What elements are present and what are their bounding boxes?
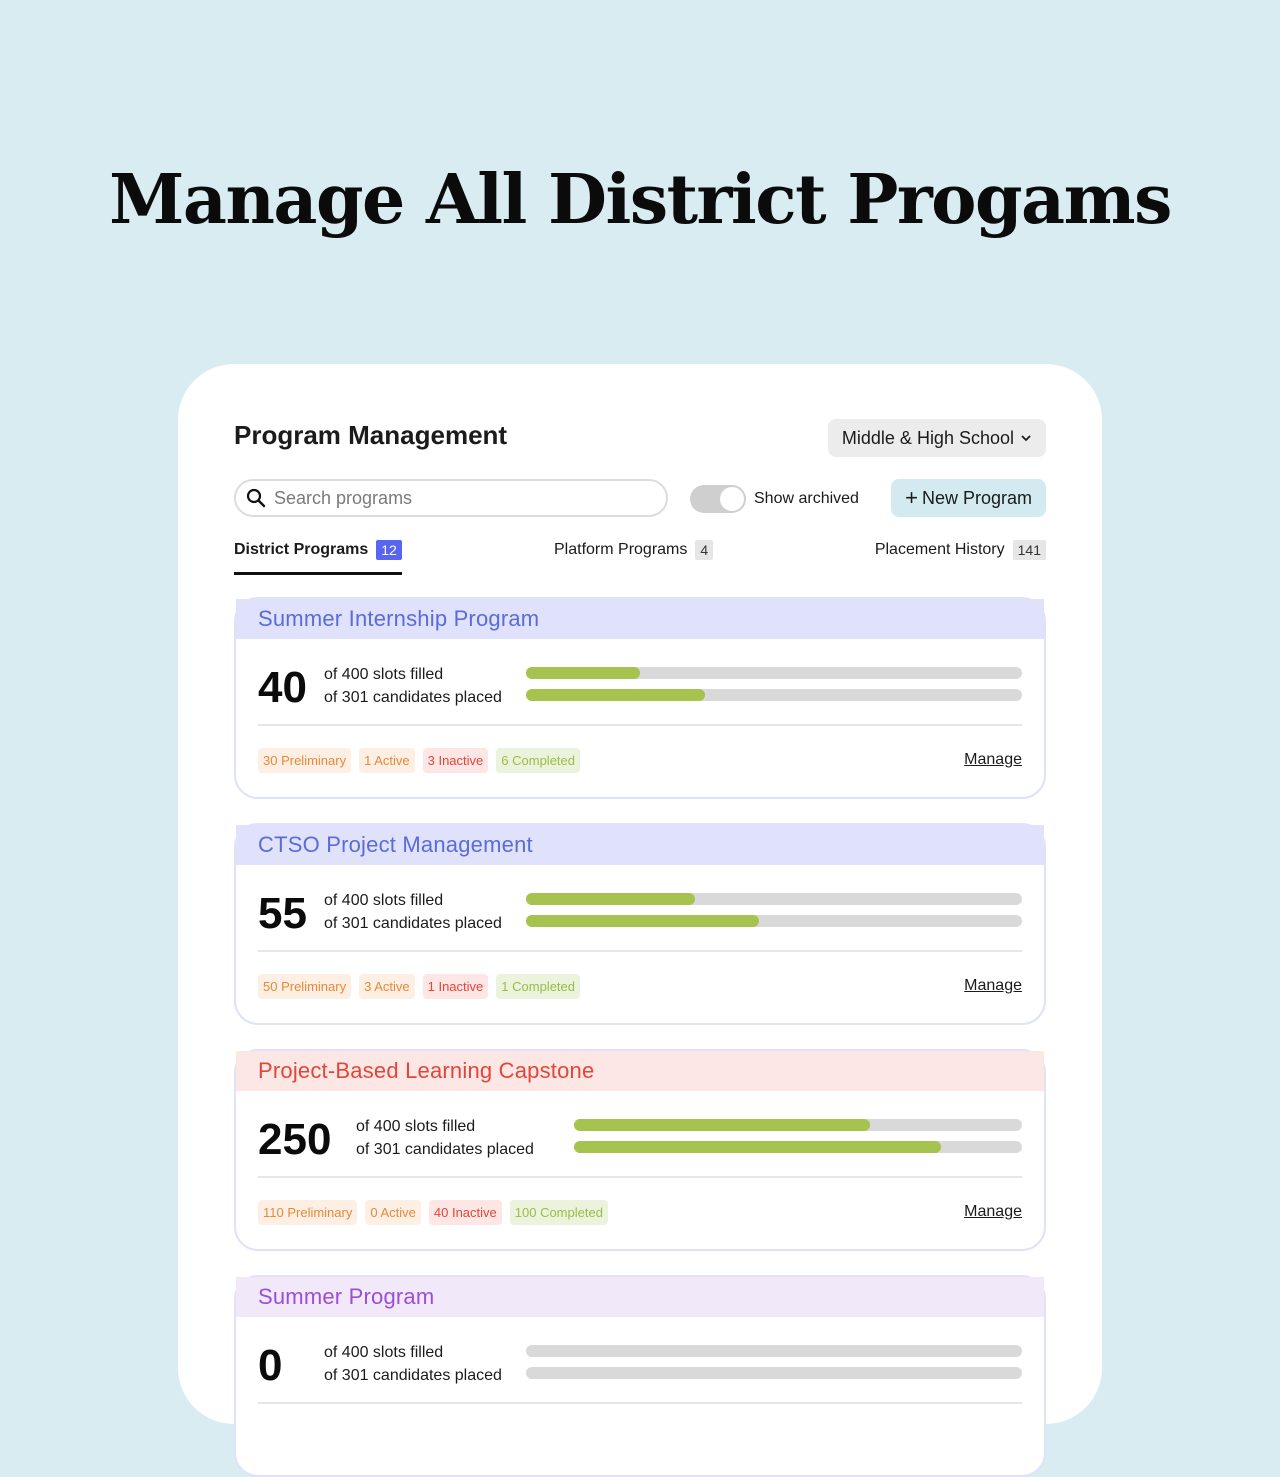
candidates-placed-text: of 301 candidates placed xyxy=(356,1141,534,1158)
program-stats xyxy=(324,663,502,709)
school-level-value: Middle & High School xyxy=(841,427,1014,448)
progress-fill xyxy=(526,667,640,679)
placed-progress-bar xyxy=(526,1367,1022,1379)
inactive-badge: 40 Inactive xyxy=(429,1200,502,1225)
program-title[interactable]: Summer Program xyxy=(236,1277,1044,1317)
placed-count: 250 xyxy=(258,1115,332,1164)
progress-fill xyxy=(574,1119,870,1131)
progress-bars xyxy=(574,1119,1022,1163)
program-stats xyxy=(324,1341,502,1387)
program-card xyxy=(234,597,1046,799)
status-badges xyxy=(258,1200,608,1225)
inactive-badge: 1 Inactive xyxy=(423,974,489,999)
program-card xyxy=(234,823,1046,1025)
slots-filled-text: of 400 slots filled xyxy=(324,666,444,683)
status-badges xyxy=(258,748,580,773)
program-tabs xyxy=(234,540,1046,576)
program-card-body xyxy=(236,1091,1044,1251)
progress-fill xyxy=(526,689,705,701)
tab-district-programs[interactable] xyxy=(234,540,402,560)
tab-placement-history[interactable] xyxy=(875,540,1046,560)
program-stats xyxy=(324,889,502,935)
slots-filled-text: of 400 slots filled xyxy=(356,1118,476,1135)
program-stats xyxy=(356,1115,534,1161)
program-title[interactable]: CTSO Project Management xyxy=(236,825,1044,865)
tab-count: 12 xyxy=(376,540,402,560)
progress-fill xyxy=(574,1141,941,1153)
progress-fill xyxy=(526,915,759,927)
candidates-placed-text: of 301 candidates placed xyxy=(324,915,502,932)
program-title[interactable]: Project-Based Learning Capstone xyxy=(236,1051,1044,1091)
search-input[interactable] xyxy=(274,488,654,509)
manage-link[interactable]: Manage xyxy=(964,1203,1022,1220)
slots-filled-text: of 400 slots filled xyxy=(324,1344,444,1361)
slots-progress-bar xyxy=(526,667,1022,679)
candidates-placed-text: of 301 candidates placed xyxy=(324,689,502,706)
placed-progress-bar xyxy=(574,1141,1022,1153)
progress-fill xyxy=(526,893,695,905)
active-badge: 1 Active xyxy=(359,748,415,773)
tab-count: 141 xyxy=(1013,540,1046,560)
active-badge: 3 Active xyxy=(359,974,415,999)
tab-label: Platform Programs xyxy=(554,541,688,558)
divider xyxy=(258,724,1022,726)
toggle-knob xyxy=(720,487,744,511)
search-box xyxy=(234,479,668,517)
placed-count: 40 xyxy=(258,663,307,712)
preliminary-badge: 110 Preliminary xyxy=(258,1200,357,1225)
new-program-button[interactable] xyxy=(891,479,1046,517)
completed-badge: 100 Completed xyxy=(510,1200,608,1225)
placed-count: 55 xyxy=(258,889,307,938)
completed-badge: 6 Completed xyxy=(496,748,580,773)
search-icon xyxy=(246,488,266,508)
program-management-panel xyxy=(178,364,1102,1424)
tab-label: Placement History xyxy=(874,541,1005,558)
plus-icon: + xyxy=(905,485,918,510)
program-card-body xyxy=(236,639,1044,799)
manage-link[interactable]: Manage xyxy=(964,751,1022,768)
show-archived-control xyxy=(690,485,859,513)
active-badge: 0 Active xyxy=(365,1200,421,1225)
page-title: Program Management xyxy=(234,420,508,450)
slots-progress-bar xyxy=(574,1119,1022,1131)
divider xyxy=(258,1176,1022,1178)
new-program-label: New Program xyxy=(921,487,1032,508)
program-card-body xyxy=(236,865,1044,1025)
program-card-body xyxy=(236,1317,1044,1477)
school-level-dropdown[interactable] xyxy=(828,419,1046,457)
status-badges xyxy=(258,974,580,999)
program-title[interactable]: Summer Internship Program xyxy=(236,599,1044,639)
tab-label: District Programs xyxy=(234,541,369,558)
hero-title: Manage All District Progams xyxy=(109,160,1171,240)
candidates-placed-text: of 301 candidates placed xyxy=(324,1367,502,1384)
slots-progress-bar xyxy=(526,1345,1022,1357)
tab-platform-programs[interactable] xyxy=(554,540,713,560)
slots-progress-bar xyxy=(526,893,1022,905)
progress-bars xyxy=(526,1345,1022,1389)
divider xyxy=(258,1402,1022,1404)
show-archived-toggle[interactable] xyxy=(690,485,746,513)
preliminary-badge: 50 Preliminary xyxy=(258,974,351,999)
progress-bars xyxy=(526,667,1022,711)
tab-count: 4 xyxy=(695,540,713,560)
placed-count: 0 xyxy=(258,1341,283,1390)
program-card xyxy=(234,1049,1046,1251)
preliminary-badge: 30 Preliminary xyxy=(258,748,351,773)
divider xyxy=(258,950,1022,952)
inactive-badge: 3 Inactive xyxy=(423,748,489,773)
chevron-down-icon xyxy=(1020,432,1032,444)
completed-badge: 1 Completed xyxy=(496,974,580,999)
program-card xyxy=(234,1275,1046,1477)
show-archived-label: Show archived xyxy=(754,490,859,507)
progress-bars xyxy=(526,893,1022,937)
placed-progress-bar xyxy=(526,915,1022,927)
placed-progress-bar xyxy=(526,689,1022,701)
manage-link[interactable]: Manage xyxy=(964,977,1022,994)
slots-filled-text: of 400 slots filled xyxy=(324,892,444,909)
